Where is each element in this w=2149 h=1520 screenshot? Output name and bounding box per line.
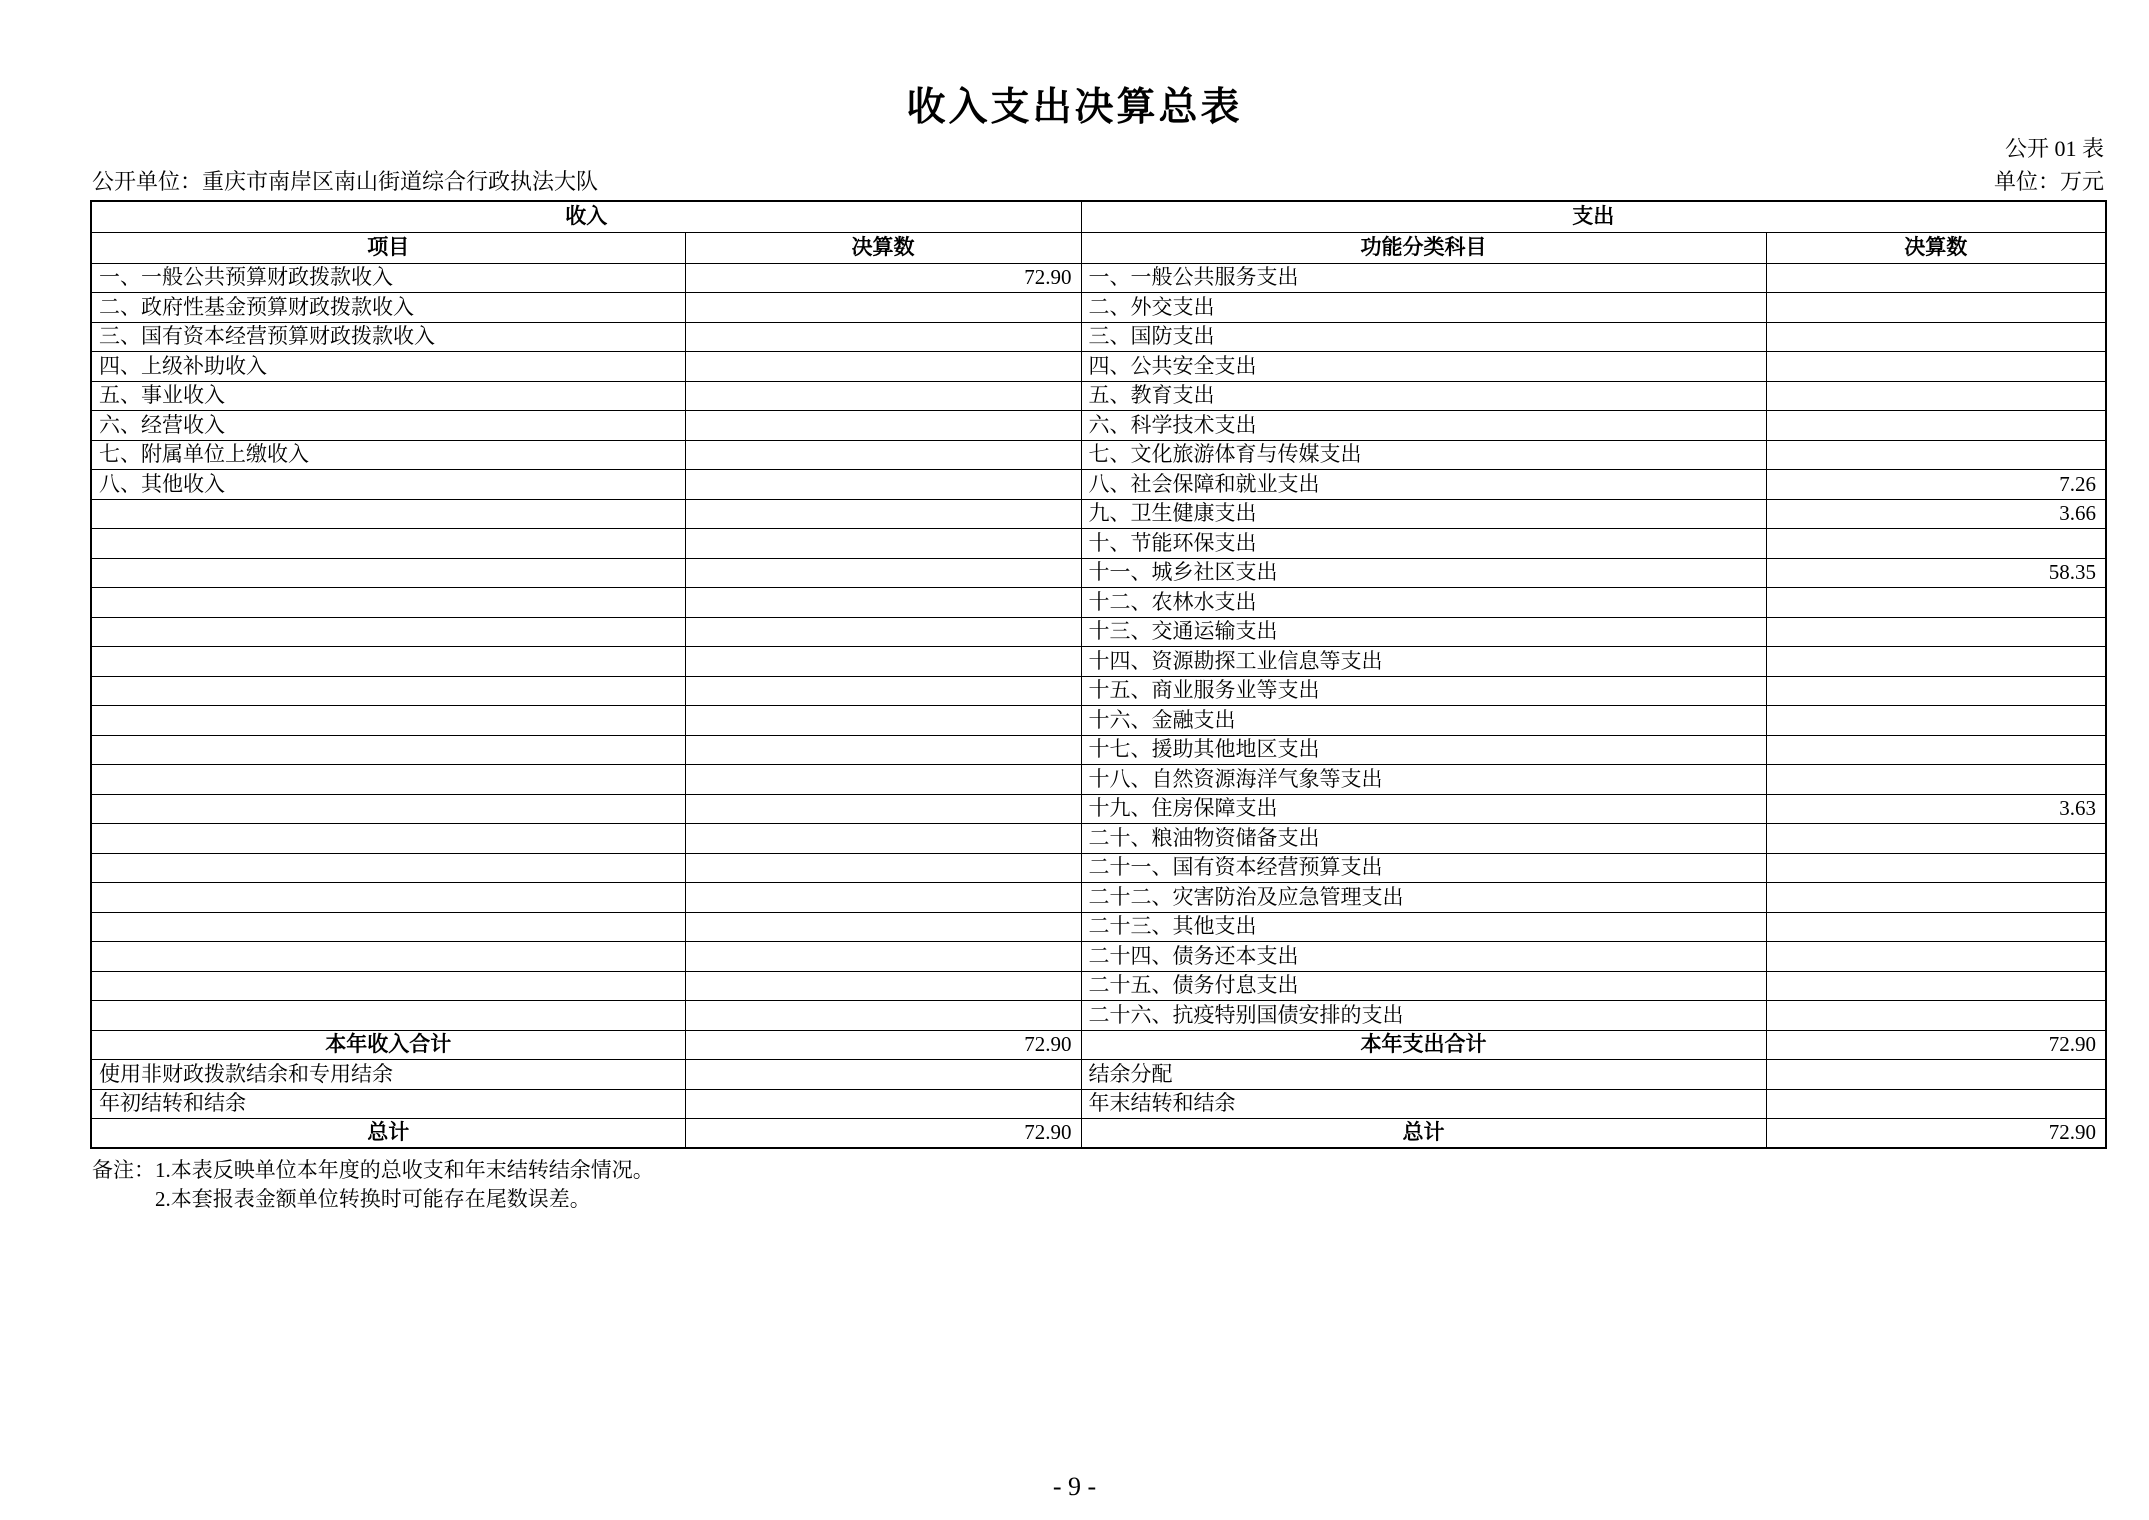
table-row (91, 1060, 2106, 1090)
income-amount-cell (685, 617, 1081, 647)
expense-amount-cell: 72.90 (1766, 1119, 2106, 1149)
expense-item-cell: 结余分配 (1081, 1060, 1766, 1090)
income-item-cell (91, 617, 685, 647)
expense-item-cell: 三、国防支出 (1081, 322, 1766, 352)
column-header-expense-item: 功能分类科目 (1081, 232, 1766, 263)
expense-amount-cell (1766, 942, 2106, 972)
income-item-cell: 本年收入合计 (91, 1030, 685, 1060)
expense-amount-cell (1766, 1001, 2106, 1031)
income-amount-cell (685, 440, 1081, 470)
income-item-cell: 四、上级补助收入 (91, 352, 685, 382)
expense-amount-cell (1766, 735, 2106, 765)
currency-unit-label: 单位：万元 (1993, 169, 2104, 194)
table-row (91, 794, 2106, 824)
revenue-expenditure-table (90, 200, 2107, 1149)
section-header-row (91, 201, 2106, 232)
table-row (91, 647, 2106, 677)
expense-item-cell: 十五、商业服务业等支出 (1081, 676, 1766, 706)
income-amount-cell (685, 411, 1081, 441)
income-amount-cell (685, 853, 1081, 883)
income-amount-cell (685, 529, 1081, 559)
footnote-line: 2.本套报表金额单位转换时可能存在尾数误差。 (155, 1187, 591, 1211)
expense-item-cell: 二十五、债务付息支出 (1081, 971, 1766, 1001)
expense-amount-cell (1766, 617, 2106, 647)
table-row (91, 942, 2106, 972)
table-row (91, 352, 2106, 382)
table-row (91, 765, 2106, 795)
table-row (91, 411, 2106, 441)
table-row (91, 470, 2106, 500)
expense-item-cell: 二、外交支出 (1081, 293, 1766, 323)
table-code-label: 公开 01 表 (2004, 136, 2104, 161)
expense-item-cell: 二十六、抗疫特别国债安排的支出 (1081, 1001, 1766, 1031)
income-item-cell: 七、附属单位上缴收入 (91, 440, 685, 470)
income-item-cell (91, 824, 685, 854)
expense-item-cell: 十八、自然资源海洋气象等支出 (1081, 765, 1766, 795)
income-amount-cell (685, 942, 1081, 972)
table-row (91, 1001, 2106, 1031)
income-amount-cell (685, 1060, 1081, 1090)
table-row (91, 676, 2106, 706)
table-row (91, 617, 2106, 647)
expense-item-cell: 九、卫生健康支出 (1081, 499, 1766, 529)
income-amount-cell: 72.90 (685, 1119, 1081, 1149)
income-amount-cell (685, 381, 1081, 411)
meta-row (92, 165, 2104, 196)
income-amount-cell (685, 971, 1081, 1001)
table-row (91, 381, 2106, 411)
expense-item-cell: 十九、住房保障支出 (1081, 794, 1766, 824)
footnote-line: 备注：1.本表反映单位本年度的总收支和年末结转结余情况。 (92, 1158, 654, 1182)
expense-section-header: 支出 (1081, 201, 2106, 232)
income-item-cell (91, 558, 685, 588)
expense-amount-cell: 7.26 (1766, 470, 2106, 500)
expense-item-cell: 二十、粮油物资储备支出 (1081, 824, 1766, 854)
income-amount-cell (685, 499, 1081, 529)
expense-item-cell: 七、文化旅游体育与传媒支出 (1081, 440, 1766, 470)
income-item-cell (91, 647, 685, 677)
expense-amount-cell (1766, 912, 2106, 942)
expense-amount-cell (1766, 440, 2106, 470)
income-section-header: 收入 (91, 201, 1081, 232)
column-header-expense-amount: 决算数 (1766, 232, 2106, 263)
table-header (91, 201, 2106, 263)
income-amount-cell: 72.90 (685, 263, 1081, 293)
expense-amount-cell (1766, 971, 2106, 1001)
table-row (91, 1089, 2106, 1119)
table-row (91, 588, 2106, 618)
income-item-cell: 一、一般公共预算财政拨款收入 (91, 263, 685, 293)
summary-table-wrapper (90, 200, 2107, 1149)
income-amount-cell (685, 794, 1081, 824)
table-row (91, 440, 2106, 470)
expense-item-cell: 二十四、债务还本支出 (1081, 942, 1766, 972)
income-item-cell (91, 706, 685, 736)
income-amount-cell (685, 1089, 1081, 1119)
expense-item-cell: 本年支出合计 (1081, 1030, 1766, 1060)
expense-item-cell: 十、节能环保支出 (1081, 529, 1766, 559)
income-item-cell: 六、经营收入 (91, 411, 685, 441)
expense-item-cell: 八、社会保障和就业支出 (1081, 470, 1766, 500)
income-item-cell (91, 588, 685, 618)
income-item-cell (91, 1001, 685, 1031)
page-number: - 9 - (1052, 1472, 1097, 1501)
column-header-income-amount: 决算数 (685, 232, 1081, 263)
expense-amount-cell (1766, 883, 2106, 913)
expense-amount-cell (1766, 824, 2106, 854)
table-row (91, 706, 2106, 736)
income-amount-cell (685, 322, 1081, 352)
table-body (91, 263, 2106, 1148)
expense-item-cell: 六、科学技术支出 (1081, 411, 1766, 441)
income-amount-cell (685, 470, 1081, 500)
income-amount-cell (685, 706, 1081, 736)
expense-amount-cell: 72.90 (1766, 1030, 2106, 1060)
income-item-cell (91, 971, 685, 1001)
income-item-cell: 年初结转和结余 (91, 1089, 685, 1119)
table-row (91, 1119, 2106, 1149)
expense-item-cell: 十四、资源勘探工业信息等支出 (1081, 647, 1766, 677)
income-amount-cell (685, 735, 1081, 765)
expense-amount-cell: 3.66 (1766, 499, 2106, 529)
table-row (91, 735, 2106, 765)
table-row (91, 1030, 2106, 1060)
expense-item-cell: 十三、交通运输支出 (1081, 617, 1766, 647)
table-row (91, 558, 2106, 588)
expense-amount-cell (1766, 647, 2106, 677)
income-item-cell (91, 499, 685, 529)
expense-amount-cell: 3.63 (1766, 794, 2106, 824)
income-amount-cell (685, 558, 1081, 588)
expense-item-cell: 五、教育支出 (1081, 381, 1766, 411)
income-amount-cell: 72.90 (685, 1030, 1081, 1060)
expense-item-cell: 十六、金融支出 (1081, 706, 1766, 736)
income-item-cell: 使用非财政拨款结余和专用结余 (91, 1060, 685, 1090)
expense-amount-cell (1766, 381, 2106, 411)
income-amount-cell (685, 352, 1081, 382)
expense-amount-cell (1766, 322, 2106, 352)
expense-amount-cell (1766, 411, 2106, 441)
expense-amount-cell (1766, 588, 2106, 618)
income-item-cell: 三、国有资本经营预算财政拨款收入 (91, 322, 685, 352)
expense-item-cell: 十一、城乡社区支出 (1081, 558, 1766, 588)
income-item-cell: 五、事业收入 (91, 381, 685, 411)
expense-amount-cell (1766, 676, 2106, 706)
income-item-cell (91, 765, 685, 795)
table-row (91, 853, 2106, 883)
income-amount-cell (685, 883, 1081, 913)
expense-item-cell: 二十三、其他支出 (1081, 912, 1766, 942)
expense-amount-cell (1766, 529, 2106, 559)
table-row (91, 293, 2106, 323)
column-header-row (91, 232, 2106, 263)
income-amount-cell (685, 1001, 1081, 1031)
expense-amount-cell: 58.35 (1766, 558, 2106, 588)
table-row (91, 824, 2106, 854)
table-row (91, 322, 2106, 352)
publishing-unit-label: 公开单位：重庆市南岸区南山街道综合行政执法大队 (92, 169, 599, 194)
expense-item-cell: 一、一般公共服务支出 (1081, 263, 1766, 293)
expense-item-cell: 十七、援助其他地区支出 (1081, 735, 1766, 765)
income-item-cell: 二、政府性基金预算财政拨款收入 (91, 293, 685, 323)
footnotes (92, 1156, 654, 1214)
table-row (91, 971, 2106, 1001)
expense-amount-cell (1766, 263, 2106, 293)
income-amount-cell (685, 588, 1081, 618)
expense-item-cell: 十二、农林水支出 (1081, 588, 1766, 618)
expense-amount-cell (1766, 1089, 2106, 1119)
income-item-cell (91, 735, 685, 765)
income-item-cell: 八、其他收入 (91, 470, 685, 500)
expense-amount-cell (1766, 352, 2106, 382)
expense-amount-cell (1766, 853, 2106, 883)
income-amount-cell (685, 676, 1081, 706)
expense-item-cell: 总计 (1081, 1119, 1766, 1149)
expense-amount-cell (1766, 1060, 2106, 1090)
income-amount-cell (685, 912, 1081, 942)
income-item-cell (91, 853, 685, 883)
expense-item-cell: 年末结转和结余 (1081, 1089, 1766, 1119)
table-row (91, 883, 2106, 913)
expense-item-cell: 四、公共安全支出 (1081, 352, 1766, 382)
income-item-cell (91, 912, 685, 942)
income-amount-cell (685, 824, 1081, 854)
income-item-cell: 总计 (91, 1119, 685, 1149)
expense-item-cell: 二十二、灾害防治及应急管理支出 (1081, 883, 1766, 913)
income-amount-cell (685, 293, 1081, 323)
page-title: 收入支出决算总表 (906, 86, 1243, 129)
income-item-cell (91, 676, 685, 706)
income-item-cell (91, 529, 685, 559)
expense-amount-cell (1766, 293, 2106, 323)
income-item-cell (91, 794, 685, 824)
table-row (91, 499, 2106, 529)
column-header-income-item: 项目 (91, 232, 685, 263)
table-row (91, 912, 2106, 942)
table-row (91, 529, 2106, 559)
expense-item-cell: 二十一、国有资本经营预算支出 (1081, 853, 1766, 883)
income-item-cell (91, 942, 685, 972)
expense-amount-cell (1766, 765, 2106, 795)
expense-amount-cell (1766, 706, 2106, 736)
income-amount-cell (685, 765, 1081, 795)
income-amount-cell (685, 647, 1081, 677)
table-row (91, 263, 2106, 293)
income-item-cell (91, 883, 685, 913)
